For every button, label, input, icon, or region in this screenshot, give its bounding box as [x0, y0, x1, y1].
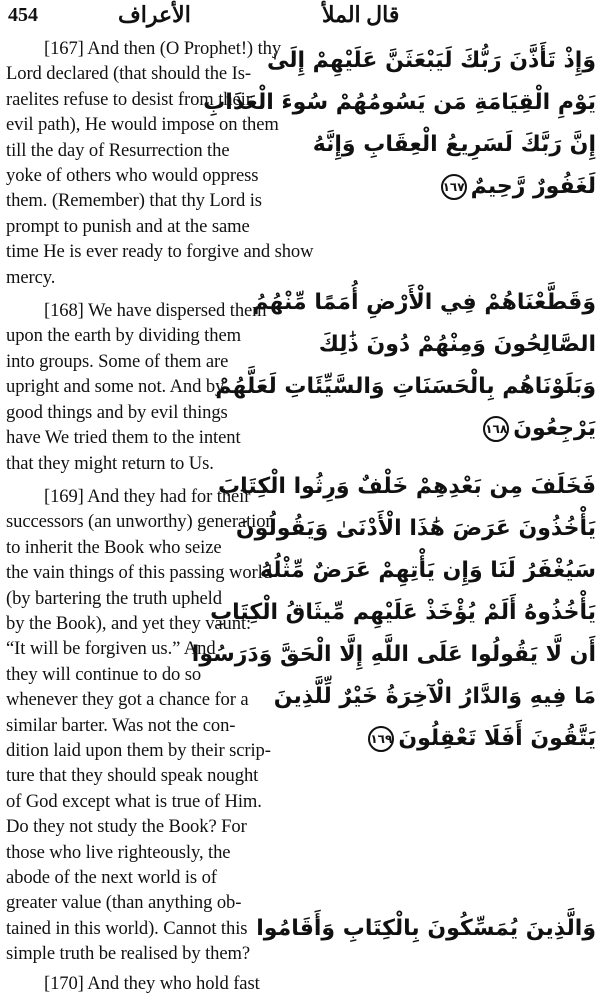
- text-line: evil path), He would impose on them: [6, 114, 279, 136]
- arabic-text: يَتَّقُونَ أَفَلَا تَعْقِلُونَ: [398, 726, 596, 751]
- text-line: the vain things of this passing world: [6, 562, 272, 584]
- verse-number-marker: ١٦٨: [483, 416, 509, 442]
- arabic-line: [350, 166, 596, 208]
- text-line: prompt to punish and at the same: [6, 215, 250, 237]
- text-line: into groups. Some of them are: [6, 350, 229, 372]
- text-line: of God except what is true of Him.: [6, 790, 262, 812]
- text-line: greater value (than anything ob-: [6, 892, 242, 914]
- page-number: 454: [8, 4, 38, 26]
- arabic-line: وَبَلَوْنَاهُم بِالْحَسَنَاتِ وَالسَّيِّئَاتِ لَعَلَّهُمْ: [215, 374, 596, 399]
- arabic-line: سَيُغْفَرُ لَنَا وَإِن يَأْتِهِمْ عَرَضٌ مِّثْلُهُ: [259, 558, 596, 583]
- text-line: (by bartering the truth upheld: [6, 587, 222, 609]
- arabic-line: [350, 408, 596, 450]
- arabic-line: وَقَطَّعْنَاهُمْ فِي الْأَرْضِ أُمَمًا مِّنْهُمُ: [252, 290, 596, 315]
- text-line: [170] And they who hold fast: [44, 972, 260, 994]
- text-line: yoke of others who would oppress: [6, 165, 259, 187]
- text-line: those who live righteously, the: [6, 841, 231, 863]
- text-line: whenever they got a chance for a: [6, 689, 249, 711]
- text-line: Do they not study the Book? For: [6, 816, 247, 838]
- arabic-line: مَا فِيهِ وَالدَّارُ الْآخِرَةُ خَيْرٌ لِّلَّذِينَ: [273, 684, 596, 709]
- text-line: dition laid upon them by their scrip-: [6, 739, 271, 761]
- verse-170-arabic: [256, 908, 596, 950]
- surah-name: الأعراف: [118, 2, 191, 27]
- arabic-line: إِنَّ رَبَّكَ لَسَرِيعُ الْعِقَابِ وَإِنَّهُ: [312, 132, 596, 157]
- verse-number-marker: ١٦٩: [368, 726, 394, 752]
- text-line: abode of the next world is of: [6, 867, 217, 888]
- page-header: [0, 0, 600, 34]
- text-line: upright and some not. And by: [6, 376, 225, 398]
- para-name: قال الملأ: [322, 2, 400, 27]
- arabic-line: يَوْمِ الْقِيَامَةِ مَن يَسُومُهُمْ سُوءَ الْعَذَابِ: [203, 90, 596, 115]
- verse-168-arabic: [215, 282, 596, 450]
- text-line: that they might return to Us.: [6, 452, 214, 474]
- text-line: similar barter. Was not the con-: [6, 714, 236, 736]
- verse-167-arabic: [203, 40, 596, 208]
- text-line: successors (an unworthy) generation: [6, 511, 275, 533]
- arabic-line: وَالَّذِينَ يُمَسِّكُونَ بِالْكِتَابِ وَأَقَامُوا: [256, 916, 596, 941]
- text-line: they will continue to do so: [6, 663, 202, 685]
- arabic-line: الصَّالِحُونَ وَمِنْهُمْ دُونَ ذَٰلِكَ: [318, 332, 596, 357]
- text-line: to inherit the Book who seize: [6, 536, 222, 558]
- verse-170-translation: [6, 971, 386, 996]
- verse-169-arabic: [191, 466, 596, 760]
- arabic-line: وَإِذْ تَأَذَّنَ رَبُّكَ لَيَبْعَثَنَّ عَلَيْهِمْ إِلَىٰ: [266, 48, 596, 73]
- text-line: by the Book), and yet they vaunt:: [6, 612, 252, 634]
- text-line: good things and by evil things: [6, 401, 228, 423]
- text-line: have We tried them to the intent: [6, 427, 241, 449]
- text-line: ture that they should speak nought: [6, 765, 259, 787]
- text-line: “It will be forgiven us.” And: [6, 638, 216, 660]
- text-line: them. (Remember) that thy Lord is: [6, 190, 262, 212]
- arabic-text: لَغَفُورٌ رَّحِيمٌ: [470, 174, 596, 199]
- text-line: [167] And then (O Prophet!) thy: [44, 38, 282, 59]
- text-line: Lord declared (that should the Is-: [6, 63, 251, 85]
- text-line: raelites refuse to desist from their: [6, 88, 252, 110]
- text-line: tained in this world). Cannot this: [6, 917, 248, 939]
- verse-number-marker: ١٦٧: [441, 174, 467, 200]
- arabic-line: يَأْخُذُونَ عَرَضَ هَٰذَا الْأَدْنَىٰ وَيَقُولُونَ: [235, 516, 596, 541]
- text-line: mercy.: [6, 266, 56, 288]
- text-line: [169] And they had for their: [44, 485, 251, 507]
- arabic-line: أَن لَّا يَقُولُوا عَلَى اللَّهِ إِلَّا الْحَقَّ وَدَرَسُوا: [191, 642, 596, 667]
- text-line: till the day of Resurrection the: [6, 139, 230, 161]
- arabic-line: فَخَلَفَ مِن بَعْدِهِمْ خَلْفٌ وَرِثُوا الْكِتَابَ: [218, 474, 596, 499]
- arabic-line: [350, 718, 596, 760]
- text-line: upon the earth by dividing them: [6, 325, 241, 347]
- text-line: time He is ever ready to forgive and show: [6, 241, 314, 263]
- arabic-text: يَرْجِعُونَ: [513, 416, 596, 441]
- text-line: simple truth be realised by them?: [6, 943, 251, 965]
- text-line: [168] We have dispersed them: [44, 300, 267, 322]
- arabic-line: يَأْخُذُوهُ أَلَمْ يُؤْخَذْ عَلَيْهِم مِّيثَاقُ الْكِتَابِ: [210, 600, 596, 625]
